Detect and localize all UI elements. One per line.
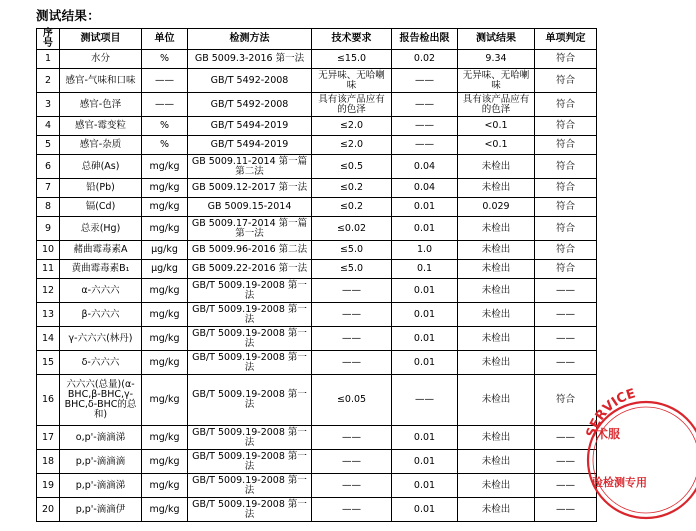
table-row — [37, 117, 597, 136]
test-results-table — [36, 28, 597, 522]
cell-requirement: —— — [312, 327, 392, 351]
cell-unit: mg/kg — [142, 327, 188, 351]
header-judgement: 单项判定 — [535, 29, 597, 50]
cell-requirement: —— — [312, 426, 392, 450]
cell-method: GB/T 5492-2008 — [188, 69, 312, 93]
cell-result: 未检出 — [458, 260, 535, 279]
table-row — [37, 351, 597, 375]
cell-detection-limit: 0.01 — [392, 198, 458, 217]
cell-judgement: 符合 — [535, 260, 597, 279]
cell-result: 未检出 — [458, 241, 535, 260]
table-row — [37, 327, 597, 351]
cell-requirement: ≤2.0 — [312, 117, 392, 136]
cell-detection-limit: —— — [392, 375, 458, 426]
cell-item: 感官-霉变粒 — [60, 117, 142, 136]
cell-requirement: —— — [312, 450, 392, 474]
cell-method: GB/T 5009.19-2008 第一法 — [188, 450, 312, 474]
cell-item: o,p'-滴滴涕 — [60, 426, 142, 450]
cell-result: 未检出 — [458, 474, 535, 498]
cell-result: 未检出 — [458, 303, 535, 327]
cell-requirement: 具有该产品应有的色泽 — [312, 93, 392, 117]
cell-unit: mg/kg — [142, 375, 188, 426]
cell-index: 5 — [37, 136, 60, 155]
cell-method: GB/T 5009.19-2008 第一法 — [188, 375, 312, 426]
cell-unit: mg/kg — [142, 279, 188, 303]
cell-item: 黄曲霉毒素B₁ — [60, 260, 142, 279]
table-row — [37, 375, 597, 426]
header-item: 测试项目 — [60, 29, 142, 50]
cell-detection-limit: 0.01 — [392, 279, 458, 303]
cell-judgement: 符合 — [535, 50, 597, 69]
cell-unit: mg/kg — [142, 303, 188, 327]
cell-item: 镉(Cd) — [60, 198, 142, 217]
table-row — [37, 217, 597, 241]
cell-method: GB/T 5009.19-2008 第一法 — [188, 351, 312, 375]
cell-judgement: —— — [535, 450, 597, 474]
cell-method: GB 5009.96-2016 第二法 — [188, 241, 312, 260]
cell-method: GB/T 5009.19-2008 第一法 — [188, 303, 312, 327]
table-row — [37, 50, 597, 69]
stamp-text-line1: SERVICE — [583, 386, 638, 440]
cell-method: GB/T 5494-2019 — [188, 136, 312, 155]
cell-index: 10 — [37, 241, 60, 260]
stamp-text-line2: 术服 — [596, 427, 621, 441]
cell-unit: mg/kg — [142, 474, 188, 498]
cell-detection-limit: —— — [392, 69, 458, 93]
cell-index: 11 — [37, 260, 60, 279]
cell-method: GB 5009.3-2016 第一法 — [188, 50, 312, 69]
cell-detection-limit: 1.0 — [392, 241, 458, 260]
cell-detection-limit: 0.04 — [392, 179, 458, 198]
cell-method: GB 5009.22-2016 第一法 — [188, 260, 312, 279]
cell-judgement: 符合 — [535, 217, 597, 241]
cell-result: 未检出 — [458, 155, 535, 179]
cell-result: 无异味、无哈喇味 — [458, 69, 535, 93]
cell-item: 六六六(总量)(α-BHC,β-BHC,γ-BHC,δ-BHC的总和) — [60, 375, 142, 426]
cell-method: GB 5009.17-2014 第一篇第一法 — [188, 217, 312, 241]
cell-detection-limit: —— — [392, 93, 458, 117]
cell-item: 水分 — [60, 50, 142, 69]
cell-method: GB 5009.12-2017 第一法 — [188, 179, 312, 198]
cell-detection-limit: 0.01 — [392, 498, 458, 522]
cell-judgement: 符合 — [535, 241, 597, 260]
cell-requirement: ≤0.5 — [312, 155, 392, 179]
section-title: 测试结果： — [36, 8, 101, 23]
table-row — [37, 179, 597, 198]
table-row — [37, 260, 597, 279]
table-row — [37, 450, 597, 474]
cell-unit: mg/kg — [142, 498, 188, 522]
cell-judgement: 符合 — [535, 198, 597, 217]
table-row — [37, 474, 597, 498]
cell-detection-limit: 0.01 — [392, 426, 458, 450]
stamp-text-line3: 验检测专用 — [592, 476, 647, 489]
cell-requirement: ≤2.0 — [312, 136, 392, 155]
cell-detection-limit: 0.01 — [392, 327, 458, 351]
table-row — [37, 198, 597, 217]
cell-unit: —— — [142, 69, 188, 93]
cell-method: GB 5009.15-2014 — [188, 198, 312, 217]
cell-requirement: ≤0.02 — [312, 217, 392, 241]
table-row — [37, 303, 597, 327]
cell-detection-limit: 0.02 — [392, 50, 458, 69]
inspection-seal-stamp — [583, 386, 696, 518]
cell-index: 6 — [37, 155, 60, 179]
table-row — [37, 426, 597, 450]
cell-index: 18 — [37, 450, 60, 474]
cell-judgement: 符合 — [535, 69, 597, 93]
cell-judgement: 符合 — [535, 136, 597, 155]
cell-index: 16 — [37, 375, 60, 426]
cell-detection-limit: 0.01 — [392, 450, 458, 474]
cell-method: GB/T 5492-2008 — [188, 93, 312, 117]
cell-item: α-六六六 — [60, 279, 142, 303]
cell-index: 2 — [37, 69, 60, 93]
cell-index: 9 — [37, 217, 60, 241]
cell-index: 14 — [37, 327, 60, 351]
cell-index: 1 — [37, 50, 60, 69]
cell-unit: mg/kg — [142, 351, 188, 375]
header-detection-limit: 报告检出限 — [392, 29, 458, 50]
cell-item: p,p'-滴滴涕 — [60, 474, 142, 498]
cell-judgement: 符合 — [535, 117, 597, 136]
cell-unit: mg/kg — [142, 155, 188, 179]
cell-item: δ-六六六 — [60, 351, 142, 375]
cell-unit: % — [142, 136, 188, 155]
cell-unit: mg/kg — [142, 426, 188, 450]
table-row — [37, 498, 597, 522]
header-requirement: 技术要求 — [312, 29, 392, 50]
cell-detection-limit: —— — [392, 136, 458, 155]
cell-index: 7 — [37, 179, 60, 198]
cell-judgement: 符合 — [535, 155, 597, 179]
cell-judgement: —— — [535, 279, 597, 303]
cell-method: GB/T 5009.19-2008 第一法 — [188, 498, 312, 522]
cell-requirement: ≤0.2 — [312, 179, 392, 198]
cell-result: 具有该产品应有的色泽 — [458, 93, 535, 117]
cell-detection-limit: 0.01 — [392, 217, 458, 241]
header-unit: 单位 — [142, 29, 188, 50]
cell-result: 未检出 — [458, 375, 535, 426]
cell-index: 19 — [37, 474, 60, 498]
cell-detection-limit: —— — [392, 117, 458, 136]
table-row — [37, 155, 597, 179]
table-row — [37, 279, 597, 303]
cell-unit: —— — [142, 93, 188, 117]
cell-item: p,p'-滴滴滴 — [60, 450, 142, 474]
cell-unit: mg/kg — [142, 198, 188, 217]
cell-item: 感官-色泽 — [60, 93, 142, 117]
cell-unit: % — [142, 117, 188, 136]
header-index: 序号 — [37, 29, 60, 50]
table-row — [37, 136, 597, 155]
table-row — [37, 93, 597, 117]
cell-result: 未检出 — [458, 426, 535, 450]
cell-requirement: ≤15.0 — [312, 50, 392, 69]
cell-requirement: —— — [312, 351, 392, 375]
cell-index: 8 — [37, 198, 60, 217]
cell-unit: mg/kg — [142, 450, 188, 474]
cell-requirement: —— — [312, 279, 392, 303]
cell-result: 9.34 — [458, 50, 535, 69]
cell-unit: μg/kg — [142, 260, 188, 279]
cell-result: 未检出 — [458, 217, 535, 241]
cell-item: 总砷(As) — [60, 155, 142, 179]
cell-result: <0.1 — [458, 136, 535, 155]
cell-detection-limit: 0.04 — [392, 155, 458, 179]
cell-requirement: ≤5.0 — [312, 241, 392, 260]
cell-unit: mg/kg — [142, 217, 188, 241]
cell-item: 赭曲霉毒素A — [60, 241, 142, 260]
cell-result: 未检出 — [458, 450, 535, 474]
cell-result: 未检出 — [458, 351, 535, 375]
cell-index: 12 — [37, 279, 60, 303]
cell-judgement: 符合 — [535, 93, 597, 117]
cell-detection-limit: 0.1 — [392, 260, 458, 279]
cell-judgement: —— — [535, 327, 597, 351]
cell-judgement: 符合 — [535, 375, 597, 426]
cell-unit: mg/kg — [142, 179, 188, 198]
cell-result: 未检出 — [458, 179, 535, 198]
cell-detection-limit: 0.01 — [392, 303, 458, 327]
cell-item: 总汞(Hg) — [60, 217, 142, 241]
cell-result: <0.1 — [458, 117, 535, 136]
cell-requirement: —— — [312, 474, 392, 498]
cell-index: 4 — [37, 117, 60, 136]
cell-requirement: ≤0.05 — [312, 375, 392, 426]
cell-result: 未检出 — [458, 279, 535, 303]
cell-requirement: 无异味、无哈喇味 — [312, 69, 392, 93]
cell-detection-limit: 0.01 — [392, 474, 458, 498]
cell-method: GB/T 5009.19-2008 第一法 — [188, 327, 312, 351]
cell-unit: % — [142, 50, 188, 69]
cell-requirement: ≤5.0 — [312, 260, 392, 279]
cell-requirement: —— — [312, 303, 392, 327]
cell-item: p,p'-滴滴伊 — [60, 498, 142, 522]
cell-index: 3 — [37, 93, 60, 117]
cell-index: 13 — [37, 303, 60, 327]
cell-method: GB/T 5009.19-2008 第一法 — [188, 474, 312, 498]
cell-method: GB/T 5009.19-2008 第一法 — [188, 279, 312, 303]
table-row — [37, 241, 597, 260]
cell-item: γ-六六六(林丹) — [60, 327, 142, 351]
cell-judgement: —— — [535, 498, 597, 522]
cell-method: GB 5009.11-2014 第一篇第二法 — [188, 155, 312, 179]
cell-item: 感官-杂质 — [60, 136, 142, 155]
cell-index: 20 — [37, 498, 60, 522]
cell-index: 17 — [37, 426, 60, 450]
cell-item: β-六六六 — [60, 303, 142, 327]
cell-index: 15 — [37, 351, 60, 375]
cell-unit: μg/kg — [142, 241, 188, 260]
cell-requirement: ≤0.2 — [312, 198, 392, 217]
cell-judgement: 符合 — [535, 179, 597, 198]
header-result: 测试结果 — [458, 29, 535, 50]
cell-judgement: —— — [535, 474, 597, 498]
table-header-row — [37, 29, 597, 50]
cell-result: 0.029 — [458, 198, 535, 217]
table-row — [37, 69, 597, 93]
header-method: 检测方法 — [188, 29, 312, 50]
cell-method: GB/T 5009.19-2008 第一法 — [188, 426, 312, 450]
cell-judgement: —— — [535, 351, 597, 375]
cell-item: 铅(Pb) — [60, 179, 142, 198]
cell-result: 未检出 — [458, 327, 535, 351]
cell-item: 感官-气味和口味 — [60, 69, 142, 93]
cell-result: 未检出 — [458, 498, 535, 522]
cell-requirement: —— — [312, 498, 392, 522]
cell-judgement: —— — [535, 303, 597, 327]
cell-method: GB/T 5494-2019 — [188, 117, 312, 136]
cell-detection-limit: 0.01 — [392, 351, 458, 375]
cell-judgement: —— — [535, 426, 597, 450]
